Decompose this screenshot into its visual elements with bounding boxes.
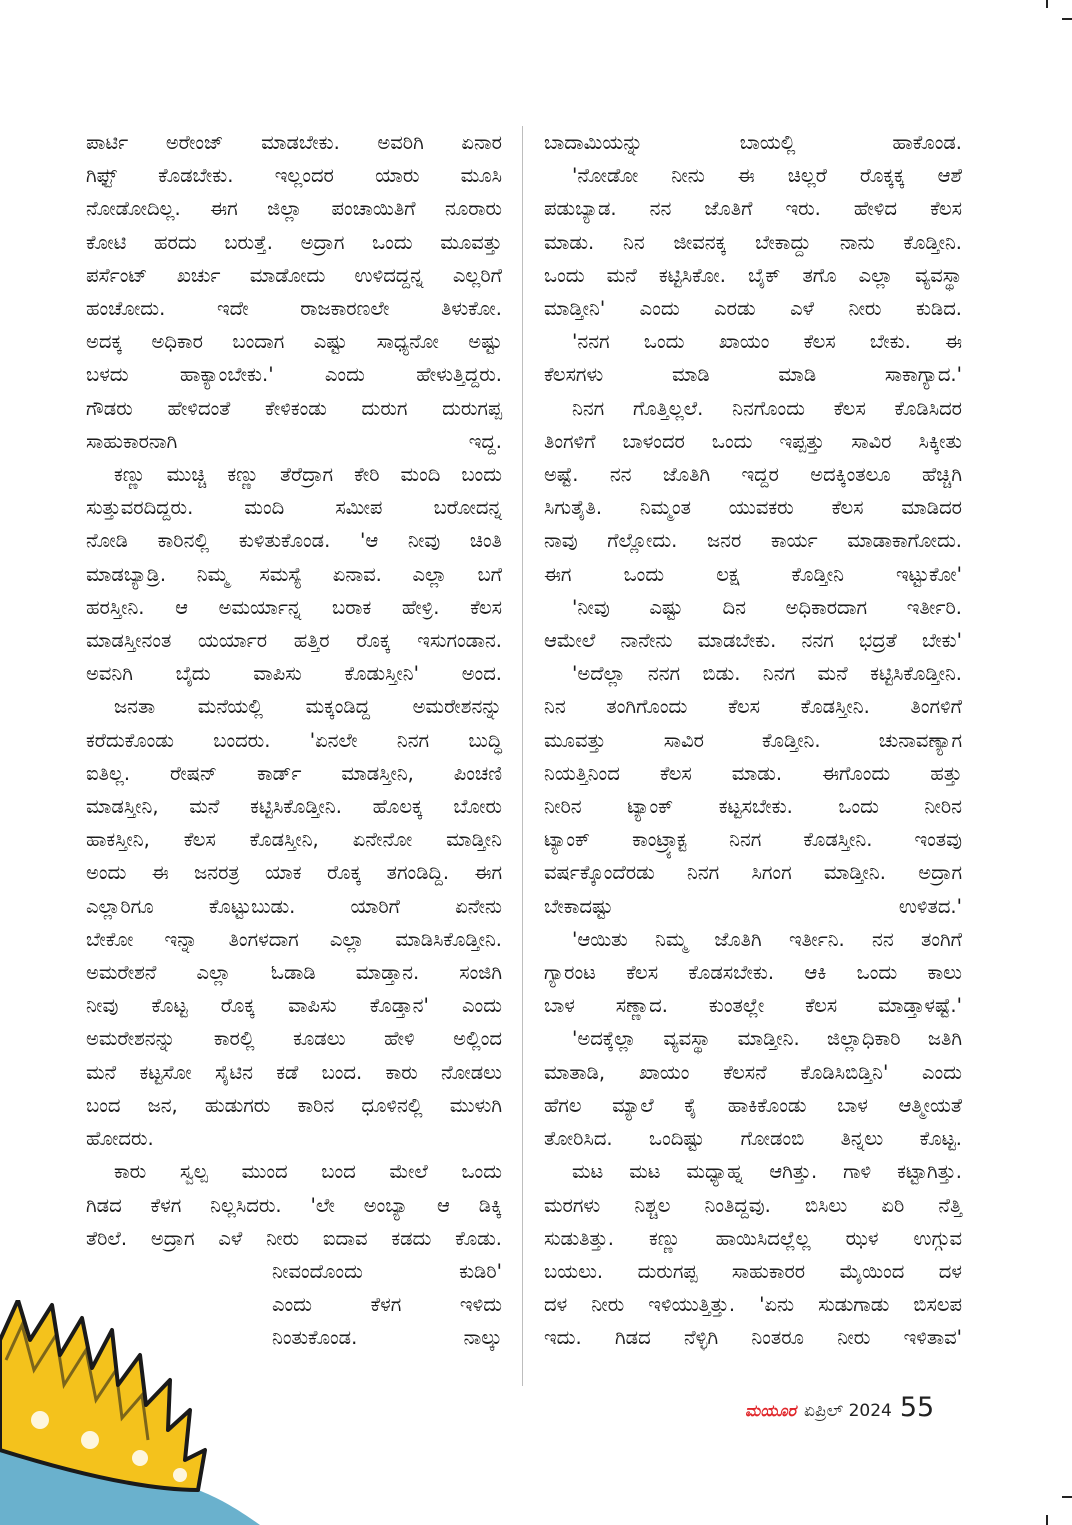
text-line: ತೆರಿಲೆ. ಅದ್ರಾಗ ಎಳೆ ನೀರು ಐದಾವ ಕಡದು ಕೊಡು. bbox=[86, 1226, 502, 1250]
page-footer bbox=[745, 1392, 934, 1423]
crop-mark-top-right-h bbox=[1062, 18, 1072, 20]
text-line: ಗೌಡರು ಹೇಳಿದಂತೆ ಕೇಳಿಕಂಡು ದುರುಗ ದುರುಗಪ್ಪ bbox=[86, 396, 502, 420]
text-line: ಮನೆ ಕಟ್ಟಸೋ ಸೈಟಿನ ಕಡೆ ಬಂದ. ಕಾರು ನೋಡಲು bbox=[86, 1060, 502, 1084]
text-line: ಹೋದರು. bbox=[86, 1127, 154, 1151]
text-line: ಹಂಚೋದು. ಇದೇ ರಾಜಕಾರಣಲೇ ತಿಳುಕೋ. bbox=[86, 297, 502, 321]
text-line: ನಾವು ಗೆಲ್ಲೋದು. ಜನರ ಕಾರ್ಯ ಮಾಡಾಕಾಗೋದು. bbox=[544, 529, 962, 553]
text-line: ಅವನಿಗಿ ಬೈದು ವಾಪಿಸು ಕೊಡುಸ್ತೀನಿ' ಅಂದ. bbox=[86, 662, 502, 686]
text-line: ಎಲ್ಲಾರಿಗೂ ಕೊಟ್ಟುಬುಡು. ಯಾರಿಗೆ ಏನೇನು bbox=[86, 894, 502, 918]
crown-illustration-svg bbox=[0, 1300, 260, 1525]
text-line: ನೋಡೋದಿಲ್ಲ. ಈಗ ಜಿಲ್ಲಾ ಪಂಚಾಯಿತಿಗೆ ನೂರಾರು bbox=[86, 197, 502, 221]
text-line: ಸುತ್ತುವರದಿದ್ದರು. ಮಂದಿ ಸಮೀಪ ಬರೋದನ್ನ bbox=[86, 496, 502, 520]
text-line: ಐತಿಲ್ಲ. ರೇಷನ್ ಕಾರ್ಡ್ ಮಾಡಸ್ತೀನಿ, ಪಿಂಚಣಿ bbox=[86, 761, 502, 785]
text-line: ಮಾತಾಡಿ, ಖಾಯಂ ಕೆಲಸನೆ ಕೊಡಿಸಿಬಿಡ್ತಿನಿ' ಎಂದು bbox=[544, 1060, 962, 1084]
text-line: 'ಅದಕ್ಕೆಲ್ಲಾ ವ್ಯವಸ್ಥಾ ಮಾಡ್ತೀನಿ. ಜಿಲ್ಲಾಧಿಕಾರಿ ಜತಿಗಿ bbox=[572, 1027, 962, 1051]
text-line: ಬಯಲು. ದುರುಗಪ್ಪ ಸಾಹುಕಾರರ ಮೈಯಿಂದ ದಳ bbox=[544, 1259, 962, 1283]
magazine-logo: ಮಯೂರ bbox=[745, 1401, 797, 1420]
text-line: 'ಆಯಿತು ನಿಮ್ಮ ಜೊತಿಗಿ ಇರ್ತೀನಿ. ನನ ತಂಗಿಗೆ bbox=[572, 927, 962, 951]
text-line: ಅಮರೇಶನೆ ಎಲ್ಲಾ ಓಡಾಡಿ ಮಾಡ್ತಾನ. ಸಂಜಿಗಿ bbox=[86, 961, 502, 985]
text-line: ಮಾಡಸ್ತೀನಂತ ಯರ್ಯಾರ ಹತ್ತಿರ ರೊಕ್ಕ ಇಸುಗಂಡಾನ. bbox=[86, 629, 502, 653]
text-line: ಬೇಕಾದಷ್ಟು ಉಳಿತದ.' bbox=[544, 894, 962, 918]
text-line: ಮೂವತ್ತು ಸಾವಿರ ಕೊಡ್ತೀನಿ. ಚುನಾವಣ್ಯಾಗ bbox=[544, 728, 962, 752]
text-line: ಪಡುಬ್ಯಾಡ. ನನ ಜೊತಿಗೆ ಇರು. ಹೇಳಿದ ಕೆಲಸ bbox=[544, 197, 962, 221]
text-line: ನೋಡಿ ಕಾರಿನಲ್ಲಿ ಕುಳಿತುಕೊಂಡ. 'ಆ ನೀವು ಚಿಂತಿ bbox=[86, 529, 502, 553]
text-line: 'ನನಗ ಒಂದು ಖಾಯಂ ಕೆಲಸ ಬೇಕು. ಈ bbox=[572, 330, 962, 354]
text-line: ತೋರಿಸಿದ. ಒಂದಿಷ್ಟು ಗೋಡಂಬಿ ತಿನ್ನಲು ಕೊಟ್ಟ. bbox=[544, 1127, 962, 1151]
text-line: 'ನೋಡೋ ನೀನು ಈ ಚಿಲ್ಲರೆ ರೊಕ್ಕಕ್ಕ ಆಶೆ bbox=[572, 164, 962, 188]
issue-date: ಏಪ್ರಿಲ್ 2024 bbox=[804, 1401, 892, 1421]
text-line: ಆಮೇಲೆ ನಾನೇನು ಮಾಡಬೇಕು. ನನಗ ಭದ್ರತೆ ಬೇಕು' bbox=[544, 629, 962, 653]
text-line: ನಿನಗ ಗೊತ್ತಿಲ್ಲಲೆ. ನಿನಗೊಂದು ಕೆಲಸ ಕೊಡಿಸಿದರ bbox=[572, 396, 962, 420]
text-line: ಬಂದ ಜನ, ಹುಡುಗರು ಕಾರಿನ ಧೂಳಿನಲ್ಲಿ ಮುಳುಗಿ bbox=[86, 1093, 502, 1117]
text-line: ಮರಗಳು ನಿಶ್ಚಲ ನಿಂತಿದ್ದವು. ಬಿಸಿಲು ಏರಿ ನೆತ್ತಿ bbox=[544, 1193, 962, 1217]
text-line: ನೀರಿನ ಟ್ಯಾಂಕ್ ಕಟ್ಟಸಬೇಕು. ಒಂದು ನೀರಿನ bbox=[544, 795, 962, 819]
crop-mark-top-right bbox=[1046, 0, 1048, 8]
text-line: ಅಷ್ಟೆ. ನನ ಜೊತಿಗಿ ಇದ್ದರ ಅದಕ್ಕಿಂತಲೂ ಹೆಚ್ಚಿಗಿ bbox=[544, 463, 962, 487]
text-line: ಮಟ ಮಟ ಮಧ್ಯಾಹ್ನ ಆಗಿತ್ತು. ಗಾಳಿ ಕಟ್ಟಾಗಿತ್ತು. bbox=[572, 1160, 962, 1184]
left-text-column bbox=[86, 126, 502, 1355]
text-line: ಈಗ ಒಂದು ಲಕ್ಷ ಕೊಡ್ತೀನಿ ಇಟ್ಟುಕೋ' bbox=[544, 562, 962, 586]
text-line: ಸಾಹುಕಾರನಾಗಿ ಇದ್ದ. bbox=[86, 429, 502, 453]
text-line: ಒಂದು ಮನೆ ಕಟ್ಟಿಸಿಕೋ. ಬೈಕ್ ತಗೊ ಎಲ್ಲಾ ವ್ಯವಸ್ಥಾ bbox=[544, 263, 962, 287]
text-line: ನೀವು ಕೊಟ್ಟ ರೊಕ್ಕ ವಾಪಿಸು ಕೊಡ್ತಾನ' ಎಂದು bbox=[86, 994, 502, 1018]
text-line: ಹೆಗಲ ಮ್ಯಾಲೆ ಕೈ ಹಾಕಿಕೊಂಡು ಬಾಳ ಆತ್ಮೀಯತೆ bbox=[544, 1093, 962, 1117]
text-line: ಹರಸ್ತೀನಿ. ಆ ಅಮರ್ಯಾನ್ನ ಬರಾಕ ಹೇಳ್ರಿ. ಕೆಲಸ bbox=[86, 595, 502, 619]
text-line: ಪಾರ್ಟಿ ಅರೇಂಜ್ ಮಾಡಬೇಕು. ಅವರಿಗಿ ಏನಾರ bbox=[86, 131, 502, 154]
text-line: ಅದಕ್ಕ ಅಧಿಕಾರ ಬಂದಾಗ ಎಷ್ಟು ಸಾಧ್ಯನೋ ಅಷ್ಟು bbox=[86, 330, 502, 354]
text-line: ಮಾಡ್ತೀನಿ' ಎಂದು ಎರಡು ಎಳೆ ನೀರು ಕುಡಿದ. bbox=[544, 297, 962, 321]
text-line: ಗ್ಯಾರಂಟ ಕೆಲಸ ಕೊಡಸಬೇಕು. ಆಕಿ ಒಂದು ಕಾಲು bbox=[544, 961, 962, 985]
text-line: ವರ್ಷಕ್ಕೊಂದೆರಡು ನಿನಗ ಸಿಗಂಗ ಮಾಡ್ತೀನಿ. ಅದ್ರಾಗ bbox=[544, 861, 962, 885]
text-line: ಜನತಾ ಮನೆಯಲ್ಲಿ ಮಕ್ಕಂಡಿದ್ದ ಅಮರೇಶನನ್ನು bbox=[114, 695, 502, 719]
text-line: ಗಿಫ್ಟ್ ಕೊಡಬೇಕು. ಇಲ್ಲಂದರ ಯಾರು ಮೂಸಿ bbox=[86, 164, 502, 188]
text-line: ಕೋಟಿ ಹರದು ಬರುತ್ತೆ. ಅದ್ರಾಗ ಒಂದು ಮೂವತ್ತು bbox=[86, 230, 502, 254]
text-line: ಅಂದು ಈ ಜನರತ್ರ ಯಾಕ ರೊಕ್ಕ ತಗಂಡಿದ್ದಿ. ಈಗ bbox=[86, 861, 502, 885]
text-line: 'ಅದೆಲ್ಲಾ ನನಗ ಬಿಡು. ನಿನಗ ಮನೆ ಕಟ್ಟಿಸಿಕೊಡ್ತೀನಿ. bbox=[572, 662, 962, 686]
text-line: ಬಳದು ಹಾಕ್ಯಾಂಬೇಕು.' ಎಂದು ಹೇಳುತ್ತಿದ್ದರು. bbox=[86, 363, 502, 387]
page-number: 55 bbox=[899, 1392, 935, 1423]
text-line: ಎಂದು ಕೆಳಗ ಇಳಿದು bbox=[272, 1293, 502, 1317]
text-line: ಕರೆದುಕೊಂಡು ಬಂದರು. 'ಏನಲೇ ನಿನಗ ಬುದ್ಧಿ bbox=[86, 728, 502, 752]
text-line: ನಿಯತ್ತಿನಿಂದ ಕೆಲಸ ಮಾಡು. ಈಗೊಂದು ಹತ್ತು bbox=[544, 761, 962, 785]
text-line: ಬಾಳ ಸಣ್ಣಾದ. ಕುಂತಲ್ಲೇ ಕೆಲಸ ಮಾಡ್ತಾಳಷ್ಟೆ.' bbox=[544, 994, 962, 1018]
text-line: ದಳ ನೀರು ಇಳಿಯುತ್ತಿತ್ತು. 'ಏನು ಸುಡುಗಾಡು ಬಿಸಲಪ bbox=[544, 1293, 962, 1317]
text-line: ಗಿಡದ ಕೆಳಗ ನಿಲ್ಲಸಿದರು. 'ಲೇ ಅಂಬ್ಯಾ ಆ ಡಿಕ್ಕಿ bbox=[86, 1193, 502, 1217]
text-line: ಬೇಕೋ ಇನ್ನಾ ತಿಂಗಳದಾಗ ಎಲ್ಲಾ ಮಾಡಿಸಿಕೊಡ್ತೀನಿ. bbox=[86, 927, 502, 951]
text-line: ಅಮರೇಶನನ್ನು ಕಾರಲ್ಲಿ ಕೂಡಲು ಹೇಳಿ ಅಲ್ಲಿಂದ bbox=[86, 1027, 502, 1051]
text-line: ಪರ್ಸೆಂಟ್ ಖರ್ಚು ಮಾಡೋದು ಉಳಿದದ್ದನ್ನ ಎಲ್ಲರಿಗೆ bbox=[86, 263, 502, 287]
text-line: 'ನೀವು ಎಷ್ಟು ದಿನ ಅಧಿಕಾರದಾಗ ಇರ್ತೀರಿ. bbox=[572, 595, 962, 619]
crop-mark-bottom-right-h bbox=[1062, 1496, 1072, 1498]
text-line: ಹಾಕಸ್ತೀನಿ, ಕೆಲಸ ಕೊಡಸ್ತೀನಿ, ಏನೇನೋ ಮಾಡ್ತೀನಿ bbox=[86, 828, 502, 852]
text-line: ಸಿಗುತೈತಿ. ನಿಮ್ಮಂತ ಯುವಕರು ಕೆಲಸ ಮಾಡಿದರ bbox=[544, 496, 962, 520]
column-divider bbox=[522, 126, 523, 1386]
text-line: ಇದು. ಗಿಡದ ನೆಳ್ಳಿಗಿ ನಿಂತರೂ ನೀರು ಇಳಿತಾವ' bbox=[544, 1326, 962, 1350]
crown-illustration bbox=[0, 1300, 260, 1525]
text-line: ಟ್ಯಾಂಕ್ ಕಾಂಟ್ರ್ಯಾಕ್ಟ ನಿನಗ ಕೊಡಸ್ತೀನಿ. ಇಂತವು bbox=[544, 828, 962, 852]
text-line: ಕೆಲಸಗಳು ಮಾಡಿ ಮಾಡಿ ಸಾಕಾಗ್ಯಾದ.' bbox=[544, 363, 962, 387]
text-line: ನಿಂತುಕೊಂಡ. ನಾಲ್ಕು bbox=[272, 1326, 502, 1350]
text-line: ಕಣ್ಣು ಮುಚ್ಚಿ ಕಣ್ಣು ತೆರೆದ್ರಾಗ ಕೇರಿ ಮಂದಿ ಬಂದು bbox=[114, 463, 502, 487]
text-line: ಮಾಡಬ್ಯಾಡ್ರಿ. ನಿಮ್ಮ ಸಮಸ್ಯೆ ಏನಾವ. ಎಲ್ಲಾ ಬಗೆ bbox=[86, 562, 502, 586]
right-text-column bbox=[544, 126, 962, 1355]
text-line: ಸುಡುತಿತ್ತು. ಕಣ್ಣು ಹಾಯಿಸಿದಲ್ಲೆಲ್ಲ ಝಳ ಉಗ್ಗುವ bbox=[544, 1226, 962, 1250]
text-line: ಮಾಡು. ನಿನ ಜೀವನಕ್ಕ ಬೇಕಾದ್ದು ನಾನು ಕೊಡ್ತೀನಿ. bbox=[544, 230, 962, 254]
text-line: ನಿನ ತಂಗಿಗೊಂದು ಕೆಲಸ ಕೊಡಸ್ತೀನಿ. ತಿಂಗಳಿಗೆ bbox=[544, 695, 962, 719]
text-line: ತಿಂಗಳಿಗೆ ಬಾಳಂದರ ಒಂದು ಇಪ್ಪತ್ತು ಸಾವಿರ ಸಿಕ್ಕೀತು bbox=[544, 429, 962, 453]
crop-mark-bottom-right bbox=[1046, 1515, 1048, 1525]
text-line: ನೀವಂದೊಂದು ಕುಡಿರಿ' bbox=[272, 1259, 502, 1283]
text-line: ಕಾರು ಸ್ವಲ್ಪ ಮುಂದ ಬಂದ ಮೇಲೆ ಒಂದು bbox=[114, 1160, 502, 1184]
text-line: ಮಾಡಸ್ತೀನಿ, ಮನೆ ಕಟ್ಟಿಸಿಕೊಡ್ತೀನಿ. ಹೊಲಕ್ಕ ಬೋರು bbox=[86, 795, 502, 819]
text-line: ಬಾದಾಮಿಯನ್ನು ಬಾಯಲ್ಲಿ ಹಾಕೊಂಡ. bbox=[544, 131, 962, 154]
